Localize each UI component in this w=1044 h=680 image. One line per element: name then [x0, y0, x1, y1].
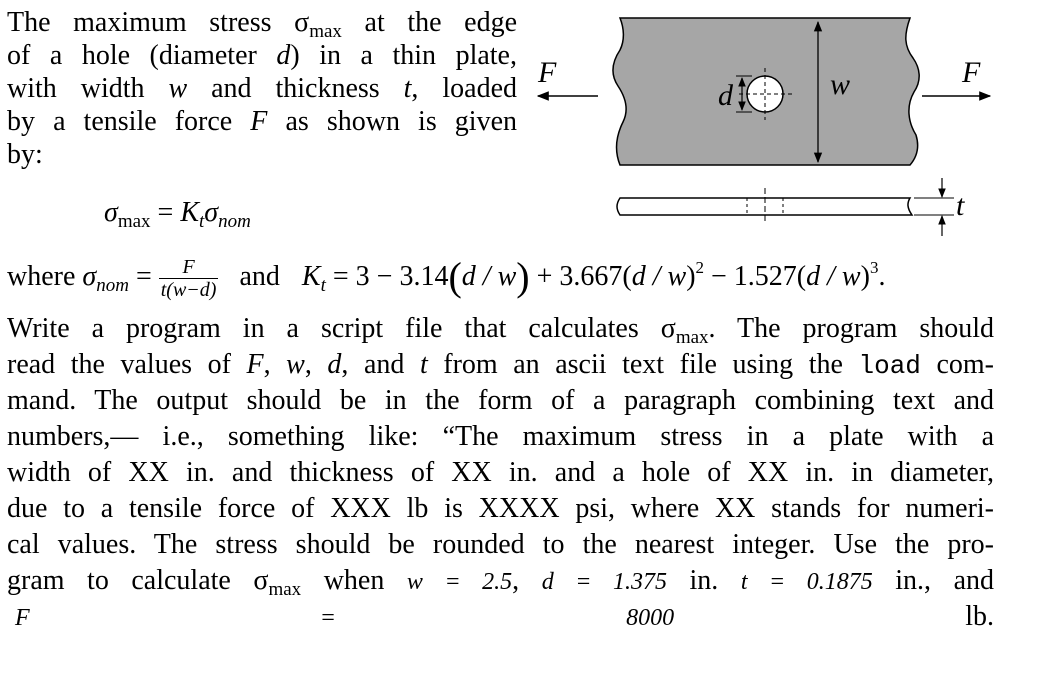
equals-sign: =: [150, 197, 181, 228]
intro-text: by a tensile force: [7, 106, 251, 137]
max-subscript: max: [268, 579, 302, 600]
max-subscript: max: [675, 327, 709, 348]
var-d: d: [276, 40, 291, 71]
where-text: where: [7, 260, 83, 292]
nom-subscript: nom: [218, 211, 251, 232]
sigma-symbol: σ: [204, 197, 219, 228]
w-label: w: [830, 68, 851, 101]
body-line-1: [7, 313, 994, 349]
ratio-d-w: d / w: [631, 260, 687, 292]
var-K: K: [180, 197, 200, 228]
equation-sigma-max: [104, 197, 251, 232]
intro-text: with width: [7, 73, 169, 104]
ratio-d-w: d / w: [461, 260, 517, 292]
sigma-symbol: σ: [104, 197, 118, 228]
kt-expression: = 3 − 3.14: [325, 260, 449, 292]
load-command: load: [858, 351, 921, 381]
d-label: d: [718, 79, 733, 112]
t-subscript: t: [320, 274, 326, 296]
kt-expression: + 3.667(: [529, 260, 632, 292]
equation-where-line: [7, 253, 886, 301]
body-text: in., and: [872, 565, 994, 596]
intro-line-5: by:: [7, 139, 43, 170]
body-line-8: [7, 565, 994, 601]
var-F: F: [246, 349, 264, 380]
sigma-symbol: σ: [82, 260, 97, 292]
nom-subscript: nom: [96, 274, 129, 296]
right-paren: ): [516, 253, 530, 299]
max-subscript: max: [117, 211, 151, 232]
intro-text: ) in a thin plate,: [290, 40, 517, 71]
body-text: com-: [920, 349, 995, 380]
body-text: ,: [304, 349, 328, 380]
force-label-left: F: [538, 56, 557, 89]
body-line-7: cal values. The stress should be rounded to the nearest integer. Use the pro-: [7, 529, 994, 560]
intro-text: and thickness: [187, 73, 404, 104]
intro-line-1: [7, 6, 517, 42]
var-t: t: [403, 73, 412, 104]
kt-expression: ): [686, 260, 696, 292]
intro-text: as shown is given: [267, 106, 517, 137]
force-label-right: F: [962, 56, 981, 89]
fraction: [159, 256, 219, 301]
body-line-2: [7, 349, 994, 385]
var-w: w: [168, 73, 188, 104]
body-paragraph: [7, 313, 994, 637]
intro-text: , loaded: [411, 73, 518, 104]
intro-text: of a hole (diameter: [7, 40, 277, 71]
body-text: from an ascii text file using the: [427, 349, 859, 380]
left-paren: (: [448, 253, 462, 299]
var-F: F: [250, 106, 268, 137]
var-w: w: [286, 349, 305, 380]
intro-text: at the edge: [341, 7, 517, 38]
body-line-4: numbers,— i.e., something like: “The maximum stress in a plate with a: [7, 421, 994, 452]
F-value: F = 8000: [15, 605, 675, 631]
body-text: ,: [263, 349, 287, 380]
intro-line-3: [7, 72, 517, 105]
and-text: and: [239, 260, 280, 292]
w-value: w = 2.5: [406, 569, 513, 595]
period: .: [878, 260, 886, 292]
d-value: d = 1.375: [541, 569, 667, 595]
body-text: lb.: [674, 601, 995, 632]
ratio-d-w: d / w: [806, 260, 861, 292]
intro-paragraph: [7, 6, 517, 171]
var-t: t: [419, 349, 428, 380]
body-text: ,: [512, 565, 542, 596]
t-subscript: t: [199, 211, 205, 232]
body-line-9: [7, 601, 994, 637]
fraction-denominator: t(w−d): [160, 279, 217, 301]
body-line-5: width of XX in. and thickness of XX in. and a hole of XX in. in diameter,: [7, 457, 994, 488]
body-text: Write a program in a script file that calculates σ: [7, 313, 676, 344]
exponent-3: 3: [869, 257, 879, 277]
body-line-3: mand. The output should be in the form of a paragraph combining text and: [7, 385, 994, 416]
body-line-6: due to a tensile force of XXX lb is XXXX psi, where XX stands for numeri-: [7, 493, 994, 524]
kt-expression: − 1.527(: [704, 260, 807, 292]
body-text: read the values of: [7, 349, 247, 380]
sigma-symbol: σ: [294, 7, 310, 38]
plate-figure: [530, 10, 1000, 245]
var-K: K: [301, 260, 321, 292]
kt-expression: ): [860, 260, 870, 292]
intro-line-4: [7, 105, 517, 138]
body-text: when: [301, 565, 407, 596]
body-text: in.: [666, 565, 741, 596]
body-text: . The program should: [708, 313, 994, 344]
body-text: , and: [341, 349, 420, 380]
fraction-numerator: F: [159, 256, 219, 279]
exponent-2: 2: [695, 257, 705, 277]
equals-sign: =: [128, 260, 159, 292]
intro-line-2: [7, 39, 517, 72]
t-value: t = 0.1875: [740, 569, 873, 595]
t-label: t: [956, 189, 965, 222]
intro-text: The maximum stress: [7, 7, 295, 38]
max-subscript: max: [309, 21, 342, 42]
var-d: d: [327, 349, 342, 380]
body-text: gram to calculate σ: [7, 565, 269, 596]
